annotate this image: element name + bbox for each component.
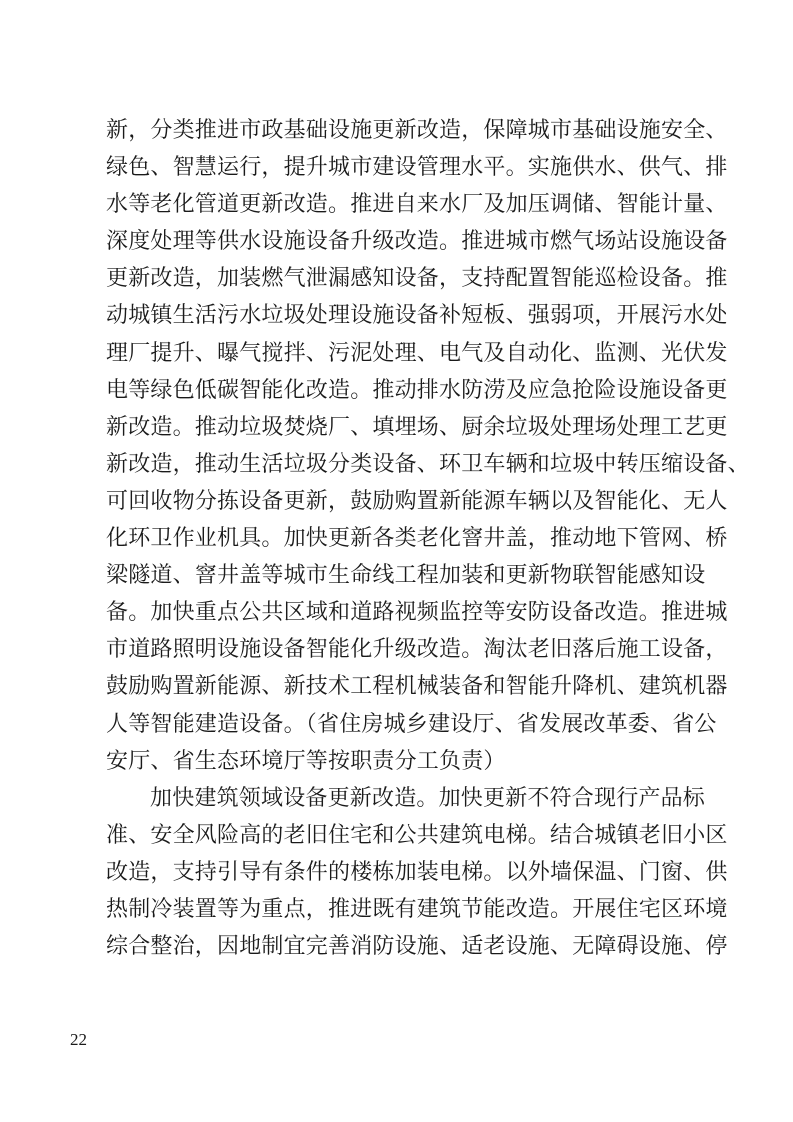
text-line: 新，分类推进市政基础设施更新改造，保障城市基础设施安全、 — [106, 118, 728, 143]
text-line: 理厂提升、曝气搅拌、污泥处理、电气及自动化、监测、光伏发 — [106, 340, 728, 366]
text-line: 新改造。推动垃圾焚烧厂、填埋场、厨余垃圾处理场处理工艺更 — [106, 414, 728, 440]
text-line: 电等绿色低碳智能化改造。推动排水防涝及应急抢险设施设备更 — [106, 377, 728, 403]
text-line: 备。加快重点公共区域和道路视频监控等安防设备改造。推进城 — [106, 600, 728, 626]
paragraph-municipal-infrastructure — [106, 112, 750, 780]
text-line: 改造，支持引导有条件的楼栋加装电梯。以外墙保温、门窗、供 — [106, 859, 728, 885]
body-text — [106, 112, 750, 965]
text-line: 市道路照明设施设备智能化升级改造。淘汰老旧落后施工设备， — [106, 637, 728, 663]
text-line: 加快建筑领域设备更新改造。加快更新不符合现行产品标 — [150, 785, 706, 811]
text-line: 人等智能建造设备。（省住房城乡建设厅、省发展改革委、省公 — [106, 711, 717, 737]
text-line: 鼓励购置新能源、新技术工程机械装备和智能升降机、建筑机器 — [106, 674, 728, 700]
text-line: 新改造，推动生活垃圾分类设备、环卫车辆和垃圾中转压缩设备、 — [106, 451, 750, 477]
text-line: 准、安全风险高的老旧住宅和公共建筑电梯。结合城镇老旧小区 — [106, 822, 728, 848]
text-line: 热制冷装置等为重点，推进既有建筑节能改造。开展住宅区环境 — [106, 896, 728, 922]
text-line: 动城镇生活污水垃圾处理设施设备补短板、强弱项，开展污水处 — [106, 303, 728, 329]
text-line: 化环卫作业机具。加快更新各类老化窨井盖，推动地下管网、桥 — [106, 526, 728, 552]
text-line: 水等老化管道更新改造。推进自来水厂及加压调储、智能计量、 — [106, 192, 728, 218]
text-line: 更新改造，加装燃气泄漏感知设备，支持配置智能巡检设备。推 — [106, 266, 728, 292]
text-line: 深度处理等供水设施设备升级改造。推进城市燃气场站设施设备 — [106, 229, 728, 255]
page-number: 22 — [70, 1030, 87, 1049]
text-line: 综合整治，因地制宜完善消防设施、适老设施、无障碍设施、停 — [106, 934, 728, 960]
text-line: 安厅、省生态环境厅等按职责分工负责） — [106, 748, 506, 774]
text-line: 绿色、智慧运行，提升城市建设管理水平。实施供水、供气、排 — [106, 155, 728, 181]
text-line: 可回收物分拣设备更新，鼓励购置新能源车辆以及智能化、无人 — [106, 488, 728, 514]
paragraph-building-equipment — [106, 780, 728, 965]
text-line: 梁隧道、窨井盖等城市生命线工程加装和更新物联智能感知设 — [106, 563, 706, 589]
